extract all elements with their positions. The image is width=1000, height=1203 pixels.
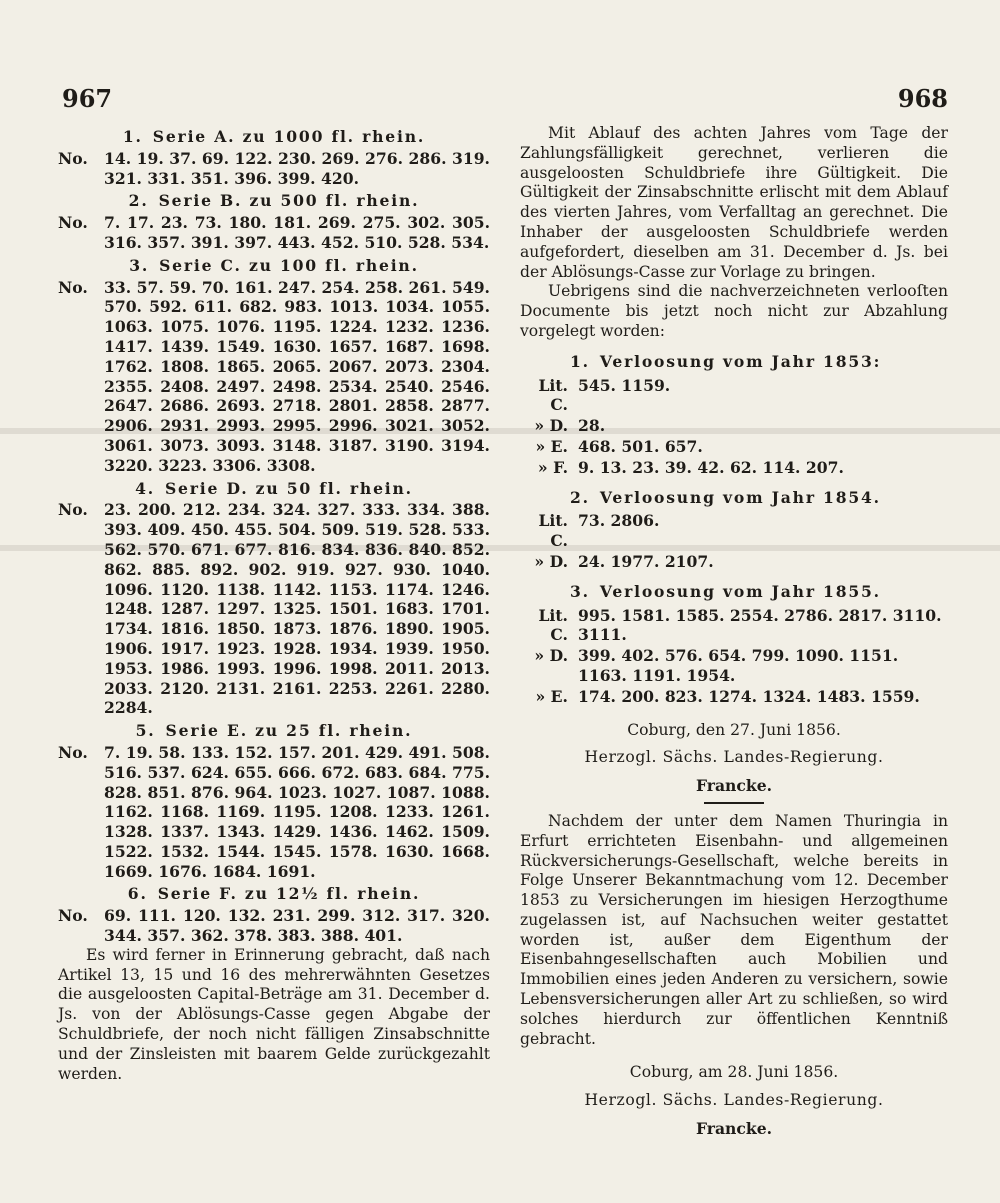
series-title: Serie B. zu 500 fl. rhein. [158,191,420,211]
series-title: Serie E. zu 25 fl. rhein. [165,721,413,741]
draw-row-label: Lit. C. [538,605,568,645]
page-number-left: 967 [62,84,113,113]
number-list: 14. 19. 37. 69. 122. 230. 269. 276. 286. 319. 321. 331. 351. 396. 399. 420. [104,148,490,188]
draw-row-numbers: 9. 13. 23. 39. 42. 62. 114. 207. [578,457,844,477]
draw-row-label: » D. [534,416,568,436]
series-number: 1. [122,127,143,146]
series-title: Serie D. zu 50 fl. rhein. [164,478,413,498]
number-prefix: No. [58,213,88,233]
draw-row-label: Lit. C. [538,511,568,551]
series-block-f [58,884,490,945]
number-prefix: No. [58,906,88,926]
draw-row-label: » F. [537,457,568,477]
series-heading [58,721,490,741]
draw-title: Verloosung vom Jahr 1853: [599,351,882,371]
draw-heading [570,488,948,508]
draw-row-numbers: 399. 402. 576. 654. 799. 1090. 1151. 1163. 1191. 1954. [578,646,899,685]
series-numbers [58,213,490,253]
series-block-a [58,127,490,188]
series-heading [58,127,490,147]
draw-number: 3. [570,581,590,601]
draw-row-numbers: 24. 1977. 2107. [578,551,714,571]
dateline-first: Coburg, den 27. Juni 1856. [627,720,841,739]
draw-row [520,511,948,551]
number-list: 7. 17. 23. 73. 180. 181. 269. 275. 302. 305. 316. 357. 391. 397. 443. 452. 510. 528. 534. [104,213,490,252]
draw-number: 2. [570,487,590,507]
series-title: Serie A. zu 1000 fl. rhein. [152,127,426,146]
number-prefix: No. [58,148,88,168]
draw-row-numbers: 73. 2806. [578,511,660,531]
government-name-second: Herzogl. Sächs. Landes-Regierung. [584,1091,884,1110]
draw-row [520,437,948,457]
series-block-b [58,191,490,252]
series-number: 2. [128,191,149,211]
draw-row-numbers: 174. 200. 823. 1274. 1324. 1483. 1559. [578,686,920,706]
series-title: Serie F. zu 12½ fl. rhein. [157,884,421,904]
draw-block-1855 [520,582,948,707]
draw-title: Verloosung vom Jahr 1855. [599,581,881,601]
draw-row [520,416,948,436]
series-number: 5. [135,721,156,741]
draw-row [520,687,948,707]
insurance-notice-paragraph: Nachdem der unter dem Namen Thuringia in Erfurt errichteten Eisenbahn- und allgemeinen Rückversicherungs-Gesellschaft, welche bereits in Folge Unserer Bekanntmachung vom 12. December 1853 zu Versicherungen im hiesigen Herzogthume zugelassen ist, auf Nachsuchen weiter gestattet worden ist, außer dem Eigenthum der Eisenbahngesellschaften auch Mobilien und Immobilien eines jeden Anderen zu versichern, sowie Lebensversicherungen aller Art zu schließen, so wird solches hierdurch zur öffentlichen Kenntniß gebracht. [520,811,948,1048]
number-list: 33. 57. 59. 70. 161. 247. 254. 258. 261. 549. 570. 592. 611. 682. 983. 1013. 1034. 1055. 1063. 1075. 1076. 1195. 1224. 1232. 1236. 1417. 1439. 1549. 1630. 1657. 1687. 1698. 1762. 1808. 1865. 2065. 2067. 2073. 2304. 2355. 2408. 2497. 2498. 2534. 2540. 2546. 2647. 2686. 2693. 2718. 2801. 2858. 2877. 2906. 2931. 2993. 2995. 2996. 3021. 3052. 3061. 3073. 3093. 3148. 3187. 3190. 3194. 3220. 3223. 3306. 3308. [104,277,490,475]
draw-number: 1. [570,351,590,371]
draw-row [520,458,948,478]
draw-row [520,606,948,646]
number-prefix: No. [58,742,88,762]
section-divider [520,802,948,804]
draw-row-numbers: 995. 1581. 1585. 2554. 2786. 2817. 3110. 3111. [578,605,942,645]
outstanding-paragraph: Uebrigens sind die nachverzeichneten verlooſten Documente bis jetzt noch nicht zur Abzahlung vorgelegt worden: [520,282,948,340]
series-number: 6. [127,884,148,904]
draw-row-label: » E. [535,686,568,706]
series-heading [58,479,490,499]
dateline-second: Coburg, am 28. Juni 1856. [629,1063,839,1082]
series-heading [58,191,490,211]
signature-first: Francke. [695,776,773,796]
signature-second: Francke. [695,1119,773,1139]
left-column [58,124,490,1084]
draw-block-1853 [520,352,948,478]
draw-row-label: Lit. C. [538,375,568,415]
draw-heading [570,582,948,602]
series-heading [58,256,490,276]
number-list: 7. 19. 58. 133. 152. 157. 201. 429. 491. 508. 516. 537. 624. 655. 666. 672. 683. 684. 775. 828. 851. 876. 964. 1023. 1027. 1087. 1088. 1162. 1168. 1169. 1195. 1208. 1233. 1261. 1328. 1337. 1343. 1429. 1436. 1462. 1509. 1522. 1532. 1544. 1545. 1578. 1630. 1668. 1669. 1676. 1684. 1691. [104,742,490,881]
draw-row [520,552,948,572]
page-number-right: 968 [897,84,948,113]
draw-heading [570,352,948,372]
draw-row-numbers: 28. [578,416,606,436]
number-list: 69. 111. 120. 132. 231. 299. 312. 317. 320. 344. 357. 362. 378. 383. 388. 401. [104,906,490,946]
number-prefix: No. [58,500,88,520]
draw-row [520,646,948,686]
draw-title: Verloosung vom Jahr 1854. [599,487,881,507]
series-numbers [58,743,490,882]
series-numbers [58,278,490,476]
series-number: 3. [129,255,150,275]
draw-row-numbers: 545. 1159. [578,375,671,395]
right-column [520,124,948,1145]
draw-row-label: » D. [534,551,568,571]
series-number: 4. [135,478,155,498]
series-numbers [58,906,490,946]
number-prefix: No. [58,277,88,297]
closing-paragraph: Es wird ferner in Erinnerung gebracht, daß nach Artikel 13, 15 und 16 des mehrerwähnten Gesetzes die ausgeloosten Capital-Beträge am 31. December d. Js. von der Ablösungs-Casse gegen Abgabe der Schuldbriefe, der noch nicht fälligen Zinsabschnitte und der Zinsleisten mit baarem Gelde zurückgezahlt werden. [58,945,490,1083]
series-numbers [58,500,490,718]
series-block-c [58,256,490,476]
series-numbers [58,149,490,189]
draw-row-label: » D. [534,646,568,666]
series-block-e [58,721,490,881]
draw-row [520,376,948,416]
draw-row-numbers: 468. 501. 657. [578,436,703,456]
draw-row-label: » E. [535,436,568,456]
series-title: Serie C. zu 100 fl. rhein. [159,255,419,275]
series-heading [58,884,490,904]
government-name-first: Herzogl. Sächs. Landes-Regierung. [584,748,884,767]
draw-block-1854 [520,488,948,572]
series-block-d [58,479,490,719]
number-list: 23. 200. 212. 234. 324. 327. 333. 334. 388. 393. 409. 450. 455. 504. 509. 519. 528. 533. 562. 570. 671. 677. 816. 834. 836. 840. 852. 862. 885. 892. 902. 919. 927. 930. 1040. 1096. 1120. 1138. 1142. 1153. 1174. 1246. 1248. 1287. 1297. 1325. 1501. 1683. 1701. 1734. 1816. 1850. 1873. 1876. 1890. 1905. 1906. 1917. 1923. 1928. 1934. 1939. 1950. 1953. 1986. 1993. 1996. 1998. 2011. 2013. 2033. 2120. 2131. 2161. 2253. 2261. 2280. 2284. [104,500,490,718]
validity-paragraph: Mit Ablauf des achten Jahres vom Tage der Zahlungsfälligkeit gerechnet, verlieren die ausgeloosten Schuldbriefe ihre Gültigkeit. Die Gültigkeit der Zinsabschnitte erlischt mit dem Ablauf des vierten Jahres, vom Verfalltag an gerechnet. Die Inhaber der ausgeloosten Schuldbriefe werden aufgefordert, dieselben am 31. December d. Js. bei der Ablösungs-Casse zur Vorlage zu bringen. [520,124,948,281]
